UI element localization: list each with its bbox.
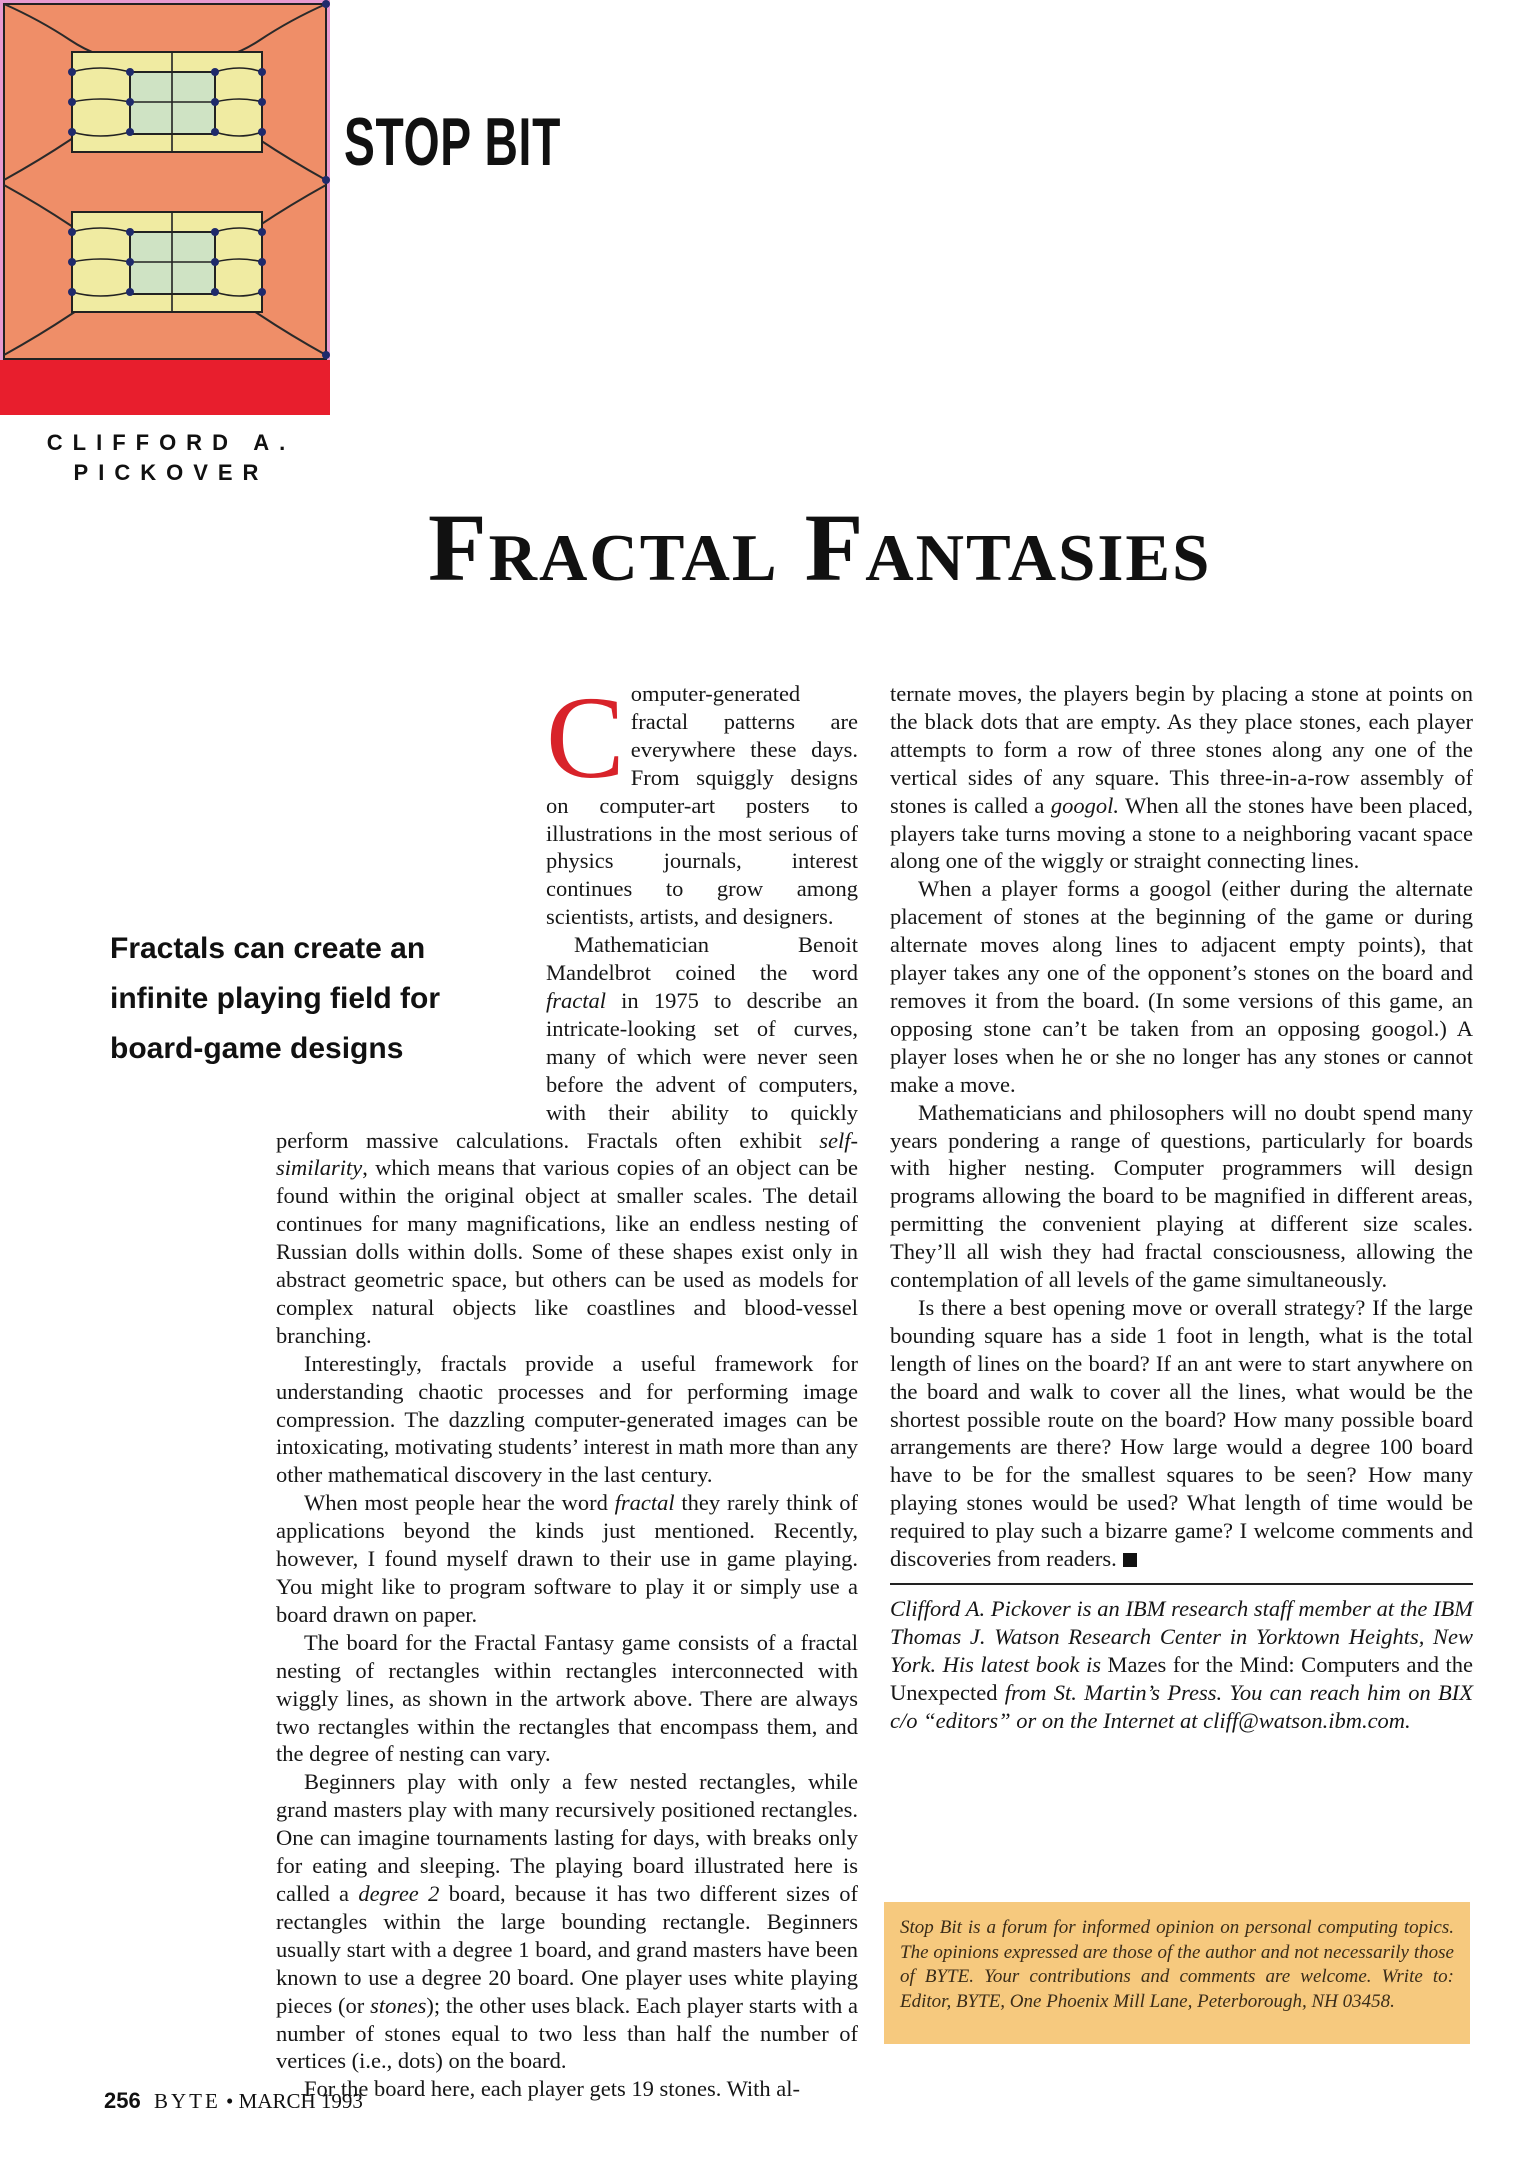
author-bio: Clifford A. Pickover is an IBM research staff member at the IBM Thomas J. Watson Research Center in Yorktown Heights, New York. His latest book is Mazes for the Mind: Computers and the Unexpected from St. Martin’s Press. You can reach him on BIX c/o “editors” or on the Internet at cliff@watson.ibm.com. xyxy=(890,1596,1473,1733)
paragraph: For the board here, each player gets 19 stones. With al- xyxy=(304,2076,801,2102)
stop-bit-forum-note: Stop Bit is a forum for informed opinion on personal computing topics. The opinions expressed are those of the author and not necessarily those of BYTE. Your contributions and comments are welcome. Write to: Editor, BYTE, One Phoenix Mill Lane, Peterborough, NH 03458. xyxy=(884,1902,1470,2044)
paragraph: Interestingly, fractals provide a useful framework for understanding chaotic processes and for performing image compression. The dazzling computer-generated images can be intoxicating, motivating students’ interest in math more than any other mathematical discovery in the last century. xyxy=(276,1350,858,1488)
drop-cap: C xyxy=(546,672,625,803)
pull-quote-space xyxy=(276,884,538,1100)
paragraph: Beginners play with only a few nested rectangles, while grand masters play with many recursively positioned rectangles. One can imagine tournaments lasting for days, with breaks only for eating and sleeping. The playing board illustrated here is called a degree 2 board, because it has two different sizes of rectangles within the large bounding rectangle. Beginners usually start with a degree 1 board, and grand masters have been known to use a degree 20 board. One player uses white playing pieces (or stones); the other uses black. Each player starts with a number of stones equal to two less than half the number of vertices (i.e., dots) on the board. xyxy=(276,1769,859,2074)
paragraph: Mathematician Benoit Mandelbrot coined the word fractal in 1975 to describe an intricate-looking set of curves, many of which were never seen before the advent of computers, with their ability to quickly perform massive calculations. Fractals often exhibit self-similarity, which means that various copies of an object can be found within the original object at smaller scales. The detail continues for many magnifications, like an endless nesting of Russian dolls within dolls. Some of these shapes exist only in abstract geometric space, but others can be used as models for complex natural objects like coastlines and blood-vessel branching. xyxy=(276,932,858,1348)
author-byline: CLIFFORD A. PICKOVER xyxy=(46,430,296,485)
magazine-name: BYTE xyxy=(153,2089,221,2113)
paragraph: When most people hear the word fractal they rarely think of applications beyond the kinds just mentioned. Recently, however, I found myself drawn to their use in game playing. You might like to program software to play it or simply use a board drawn on paper. xyxy=(276,1490,858,1627)
article-column-right xyxy=(890,680,1473,1735)
bio-divider xyxy=(890,1583,1473,1585)
pull-quote: Fractals can create an infinite playing field for board-game designs xyxy=(110,932,440,1065)
end-mark-icon xyxy=(1123,1553,1137,1567)
article-column-left xyxy=(276,672,859,2103)
paragraph: Computer-generated fractal patterns are everywhere these days. From squiggly designs on computer-art posters to illustrations in the most serious of physics journals, interest continues to grow among scientists, artists, and designers. xyxy=(546,672,858,930)
paragraph: The board for the Fractal Fantasy game consists of a fractal nesting of rectangles within rectangles interconnected with wiggly lines, as shown in the artwork above. There are always two rectangles within the rectangles that encompass them, and the degree of nesting can vary. xyxy=(276,1629,858,1767)
fractal-board-artwork xyxy=(0,0,330,415)
column-title: STOP BIT xyxy=(344,104,562,180)
issue-date: MARCH 1993 xyxy=(238,2089,363,2113)
page-number: 256 xyxy=(104,2088,141,2113)
article-headline: Fractal Fantasies xyxy=(428,494,1212,601)
paragraph: ternate moves, the players begin by placing a stone at points on the black dots that are empty. As they place stones, each player attempts to form a row of three stones along any one of the vertical sides of any square. This three-in-a-row assembly of stones is called a googol. When all the stones have been placed, players take turns moving a stone to a neighboring vacant space along one of the wiggly or straight connecting lines. xyxy=(890,681,1474,874)
paragraph: Is there a best opening move or overall strategy? If the large bounding square has a side 1 foot in length, what is the total length of lines on the board? If an ant were to start anywhere on the board and walk to cover all the lines, what would be the shortest possible route on the board? How many possible board arrangements are there? How large would a degree 100 board have to be for the smallest squares to be seen? How many playing stones would be used? What length of time would be required to play such a bizarre game? I welcome comments and discoveries from readers. xyxy=(890,1294,1473,1572)
paragraph: When a player forms a googol (either during the alternate placement of stones at the beginning of the game or during alternate moves along lines to adjacent empty points), that player takes any one of the opponent’s stones on the board and removes it from the board. (In some versions of this game, an opposing stone can’t be taken from an opposing googol.) A player loses when he or she no longer has any stones or cannot make a move. xyxy=(890,876,1473,1097)
paragraph: Mathematicians and philosophers will no doubt spend many years pondering a range of questions, particularly for boards with higher nesting. Computer programmers will design programs allowing the board to be magnified in different areas, permitting the convenient playing at different size scales. They’ll all wish they had fractal consciousness, allowing the contemplation of all levels of the game simultaneously. xyxy=(890,1099,1473,1293)
page-footer xyxy=(104,2088,363,2114)
footer-separator: • xyxy=(226,2089,234,2113)
